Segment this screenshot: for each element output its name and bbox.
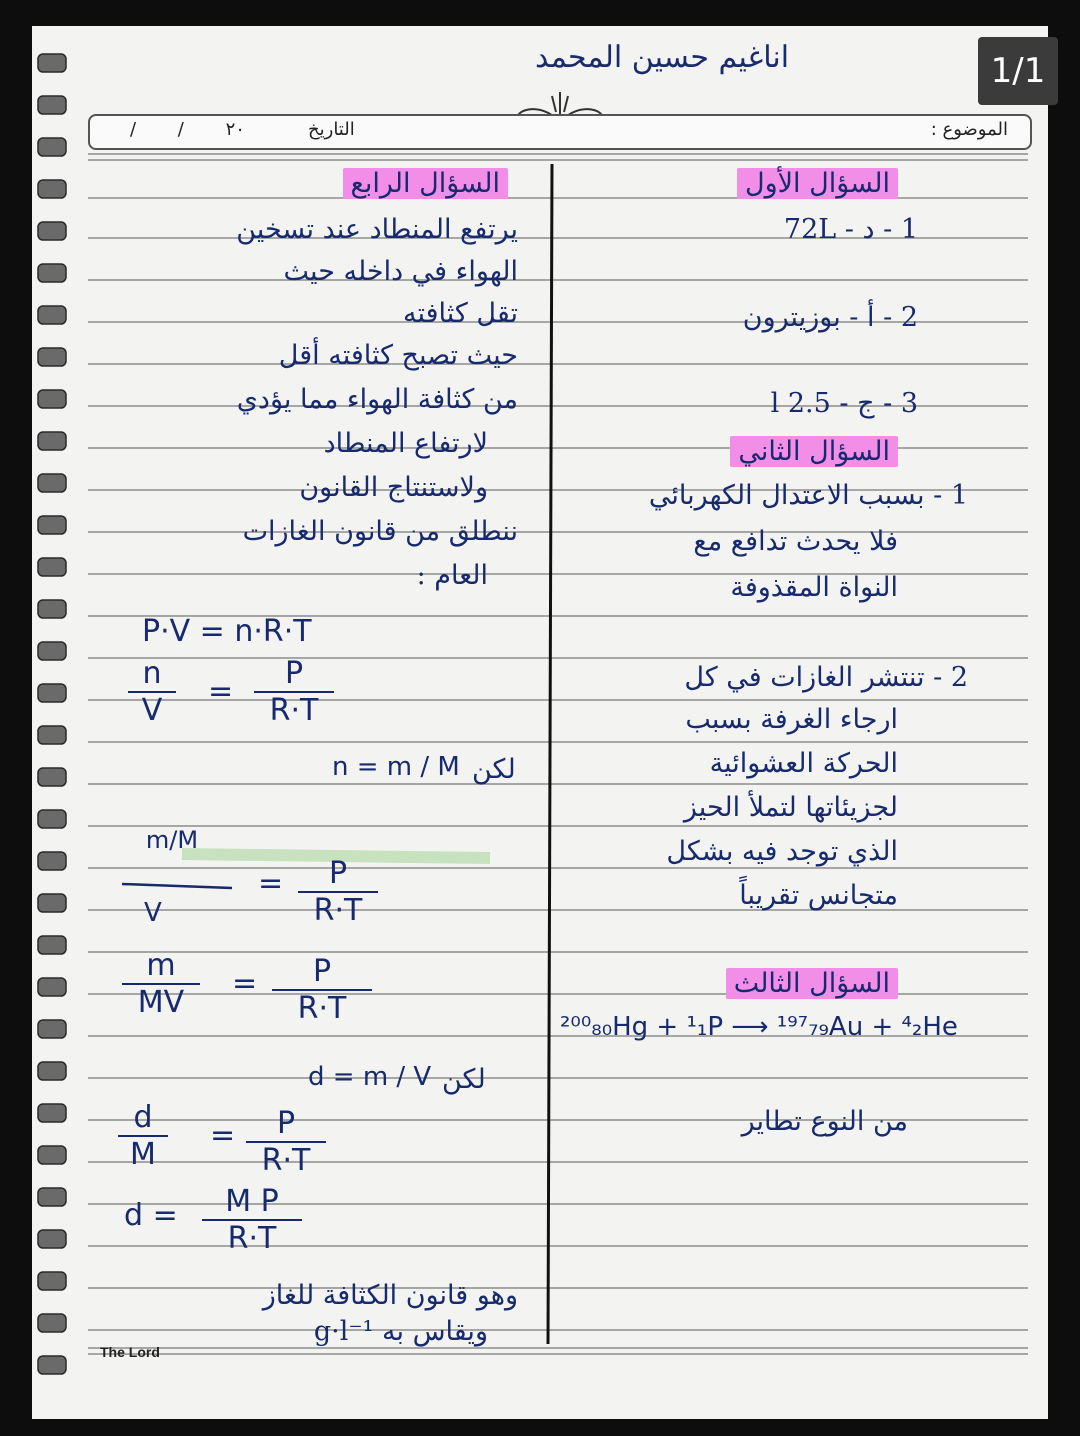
eq8-left: d =: [124, 1198, 178, 1233]
header-bar: [88, 114, 1032, 150]
q1-answer-3: 3 - ج - 2.5 l: [770, 388, 918, 419]
q4-line-2: الهواء في داخله حيث: [283, 256, 518, 287]
eq2-right-fraction: $\frac{P}{R\cdot T}$: [254, 656, 334, 728]
eq7-right-fraction: $\frac{P}{R\cdot T}$: [246, 1106, 326, 1178]
eq6-prefix: لكن: [442, 1064, 486, 1095]
eq4-left-denominator: V: [144, 898, 162, 928]
ideal-gas-equation: P·V = n·R·T: [142, 614, 312, 649]
q4-line-8: ننطلق من قانون الغازات: [242, 516, 518, 547]
watermark: The Lord: [100, 1344, 160, 1360]
closing-line-1: وهو قانون الكثافة للغاز: [262, 1280, 518, 1311]
eq7-left-fraction: $\frac{d}{M}$: [118, 1100, 168, 1172]
question-3-title: السؤال الثالث: [726, 968, 898, 999]
q4-line-4: حيث تصبح كثافته أقل: [278, 340, 518, 371]
closing-line-2: ويقاس به g·l⁻¹: [313, 1316, 488, 1347]
eq5-left-fraction: $\frac{m}{MV}$: [122, 948, 200, 1020]
page-indicator: 1/1: [978, 37, 1058, 105]
student-name: اناغيم حسين المحمد: [534, 40, 790, 75]
q2-answer-2-line-1: 2 - تنتشر الغازات في كل: [684, 662, 968, 693]
moles-equation: n = m / M: [332, 752, 460, 782]
question-1-title: السؤال الأول: [737, 168, 898, 199]
q3-answer: من النوع تطاير: [741, 1106, 908, 1137]
q4-line-9: العام :: [416, 560, 488, 591]
eq3-prefix: لكن: [472, 754, 516, 785]
q1-answer-1: 1 - د - 72L: [783, 214, 918, 245]
equals-sign: =: [210, 1118, 236, 1153]
date-field: / / ٢٠: [130, 119, 245, 140]
q4-line-6: لارتفاع المنطاد: [323, 428, 488, 459]
equals-sign: =: [258, 866, 284, 901]
q4-line-3: تقل كثافته: [403, 298, 518, 329]
eq5-right-fraction: $\frac{P}{R\cdot T}$: [272, 954, 372, 1026]
equals-sign: =: [232, 966, 258, 1001]
q2-answer-1-line-3: النواة المقذوفة: [730, 572, 898, 603]
q4-line-7: ولاستنتاج القانون: [299, 472, 488, 503]
q2-answer-2-line-4: لجزيئاتها لتملأ الحيز: [683, 792, 898, 823]
notebook-page: [32, 26, 1048, 1419]
q2-answer-1-line-2: فلا يحدث تدافع مع: [693, 526, 898, 557]
q2-answer-1-line-1: 1 - بسبب الاعتدال الكهربائي: [648, 480, 968, 511]
density-definition: d = m / V: [308, 1062, 432, 1092]
spiral-binding: [32, 26, 92, 1419]
density-law-fraction: $\frac{\text{M P}}{R\cdot T}$: [202, 1184, 302, 1256]
q2-answer-2-line-3: الحركة العشوائية: [709, 748, 898, 779]
subject-label: الموضوع :: [930, 119, 1008, 140]
q2-answer-2-line-5: الذي توجد فيه بشكل: [666, 836, 898, 867]
question-4-title: السؤال الرابع: [343, 168, 508, 199]
eq4-left-fraction: m/M: [145, 826, 199, 854]
q4-line-1: يرتفع المنطاد عند تسخين: [236, 214, 518, 245]
eq2-left-fraction: $\frac{n}{V}$: [128, 656, 176, 728]
q2-answer-2-line-6: متجانس تقريباً: [739, 880, 898, 911]
date-label: التاريخ: [308, 119, 355, 140]
eq4-right-fraction: $\frac{P}{R\cdot T}$: [298, 856, 378, 928]
q1-answer-2: 2 - أ - بوزيترون: [742, 302, 918, 333]
equals-sign: =: [208, 674, 234, 709]
q4-line-5: من كثافة الهواء مما يؤدي: [236, 384, 518, 415]
q2-answer-2-line-2: ارجاء الغرفة بسبب: [685, 704, 898, 735]
nuclear-equation: ²⁰⁰₈₀Hg + ¹₁P ⟶ ¹⁹⁷₇₉Au + ⁴₂He: [560, 1012, 958, 1042]
question-2-title: السؤال الثاني: [730, 436, 898, 467]
